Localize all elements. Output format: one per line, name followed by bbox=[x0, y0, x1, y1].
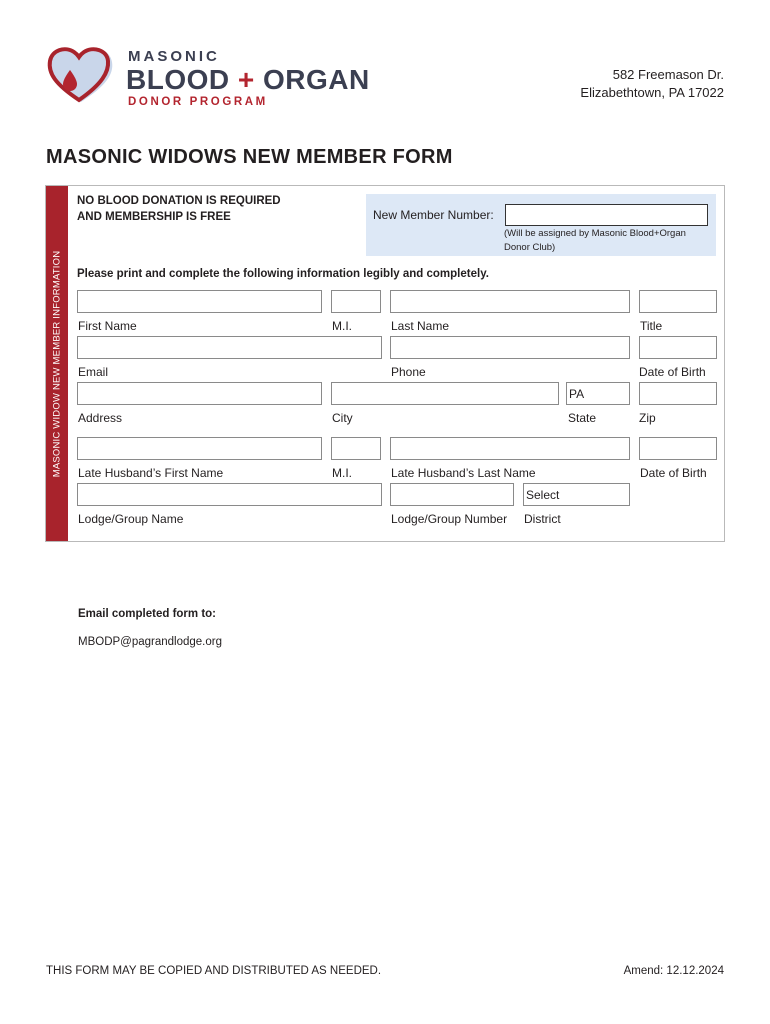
submission-email-address: MBODP@pagrandlodge.org bbox=[78, 636, 223, 648]
member-number-field[interactable] bbox=[505, 204, 708, 226]
lodge-number-field[interactable] bbox=[390, 483, 514, 506]
husband-middle-initial-field[interactable] bbox=[331, 437, 381, 460]
logo-line-blood-organ bbox=[126, 64, 370, 96]
notice-line-2: AND MEMBERSHIP IS FREE bbox=[77, 211, 231, 223]
free-membership-notice bbox=[77, 193, 281, 225]
logo-organ-text: ORGAN bbox=[263, 64, 370, 95]
phone-label: Phone bbox=[391, 365, 426, 379]
phone-field[interactable] bbox=[390, 336, 630, 359]
date-of-birth-label: Date of Birth bbox=[639, 365, 706, 379]
section-sidebar bbox=[46, 186, 68, 541]
sidebar-label: MASONIC WIDOW NEW MEMBER INFORMATION bbox=[51, 250, 63, 478]
first-name-label: First Name bbox=[78, 319, 137, 333]
lodge-name-field[interactable] bbox=[77, 483, 382, 506]
district-label: District bbox=[524, 512, 561, 526]
city-label: City bbox=[332, 411, 353, 425]
address-label: Address bbox=[78, 411, 123, 425]
logo-line-donor-program: DONOR PROGRAM bbox=[128, 96, 268, 108]
middle-initial-label: M.I. bbox=[332, 319, 352, 333]
instructions-text: Please print and complete the following information legibly and completely. bbox=[77, 268, 489, 280]
husband-last-name-label: Late Husband’s Last Name bbox=[391, 466, 536, 480]
member-number-note bbox=[504, 227, 709, 255]
address-city-state: Elizabethtown, PA 17022 bbox=[580, 85, 724, 100]
state-field[interactable]: PA bbox=[566, 382, 630, 405]
district-select[interactable]: Select bbox=[523, 483, 630, 506]
member-number-box bbox=[366, 194, 716, 256]
zip-field[interactable] bbox=[639, 382, 717, 405]
husband-middle-initial-label: M.I. bbox=[332, 466, 352, 480]
address-field[interactable] bbox=[77, 382, 322, 405]
husband-first-name-label: Late Husband’s First Name bbox=[78, 466, 224, 480]
logo-line-masonic: MASONIC bbox=[128, 48, 220, 65]
email-label: Email bbox=[78, 365, 109, 379]
title-field[interactable] bbox=[639, 290, 717, 313]
footer-copy-notice: THIS FORM MAY BE COPIED AND DISTRIBUTED AS NEEDED. bbox=[46, 965, 382, 977]
husband-date-of-birth-field[interactable] bbox=[639, 437, 717, 460]
notice-line-1: NO BLOOD DONATION IS REQUIRED bbox=[77, 195, 281, 207]
logo-plus-sign: + bbox=[237, 64, 255, 95]
heart-logo-icon bbox=[46, 44, 116, 108]
last-name-field[interactable] bbox=[390, 290, 630, 313]
first-name-field[interactable] bbox=[77, 290, 322, 313]
husband-first-name-field[interactable] bbox=[77, 437, 322, 460]
husband-date-of-birth-label: Date of Birth bbox=[640, 466, 707, 480]
state-label: State bbox=[568, 411, 597, 425]
page-title: MASONIC WIDOWS NEW MEMBER FORM bbox=[46, 146, 453, 168]
mailing-address bbox=[580, 66, 724, 102]
logo-blood-text: BLOOD bbox=[126, 64, 230, 95]
email-instructions-label: Email completed form to: bbox=[78, 608, 217, 620]
footer-amend-date: Amend: 12.12.2024 bbox=[623, 965, 724, 977]
member-number-label: New Member Number: bbox=[373, 208, 494, 222]
date-of-birth-field[interactable] bbox=[639, 336, 717, 359]
member-info-panel bbox=[45, 185, 725, 542]
city-field[interactable] bbox=[331, 382, 559, 405]
middle-initial-field[interactable] bbox=[331, 290, 381, 313]
lodge-number-label: Lodge/Group Number bbox=[391, 512, 508, 526]
program-logo bbox=[46, 44, 370, 110]
lodge-name-label: Lodge/Group Name bbox=[78, 512, 184, 526]
email-field[interactable] bbox=[77, 336, 382, 359]
address-street: 582 Freemason Dr. bbox=[612, 67, 724, 82]
zip-label: Zip bbox=[639, 411, 656, 425]
husband-last-name-field[interactable] bbox=[390, 437, 630, 460]
title-label: Title bbox=[640, 319, 663, 333]
last-name-label: Last Name bbox=[391, 319, 450, 333]
member-number-note-line-1: (Will be assigned by Masonic Blood+Organ bbox=[504, 228, 686, 239]
member-number-note-line-2: Donor Club) bbox=[504, 242, 556, 253]
